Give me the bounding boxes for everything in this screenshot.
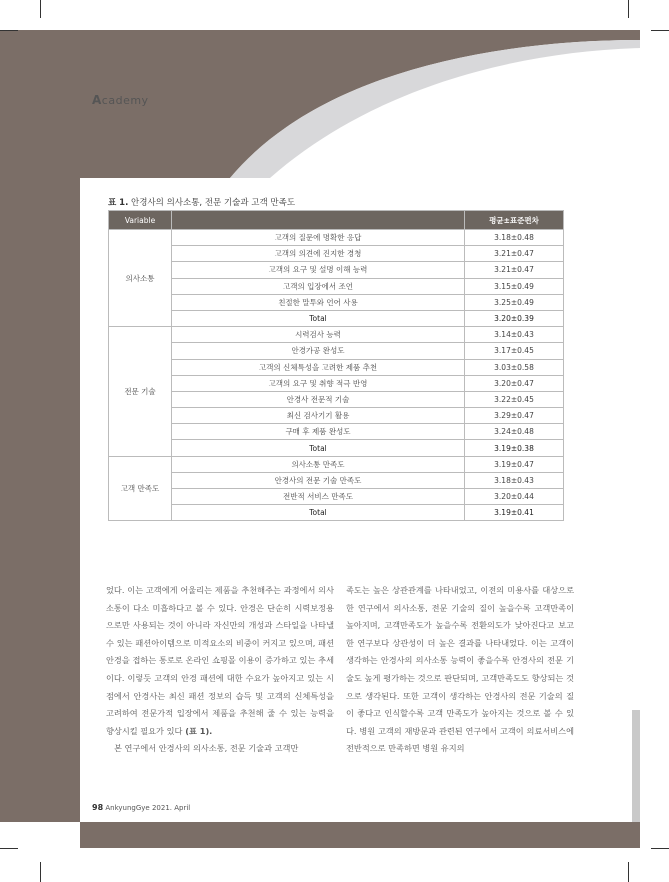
crop-mark [651,30,669,31]
item-cell: 안경사의 전문 기술 만족도 [172,472,465,488]
table-row [109,408,564,424]
table-row [109,375,564,391]
item-cell: 고객의 입장에서 조언 [172,278,465,294]
table-row [109,343,564,359]
table-row [109,278,564,294]
header-decoration [80,30,640,178]
table-row [109,262,564,278]
header-mean-sd: 평균±표준편차 [465,211,564,230]
item-cell: 안경사 전문적 기술 [172,391,465,407]
value-cell: 3.15±0.49 [465,278,564,294]
issue-label: AnkyungGye 2021. April [103,804,191,812]
body-paragraph: 족도는 높은 상관관계를 나타내었고, 이전의 미용사를 대상으로 한 연구에서 의사소통, 전문 기술의 질이 높을수록 고객만족이 높아지며, 고객만족도가 높을수록 전환의도가 낮아진다고 보고한 연구보다 상관성이 더 높은 결과를 나타내었다. 이는 고객이 생각하는 안경사의 의사소통 능력이 좋을수록 안경사의 전문 기술도 높게 평가하는 것으로 판단되며, 고객만족도도 향상되는 것으로 생각된다. 또한 고객이 생각하는 안경사의 전문 기술의 질이 좋다고 인식할수록 고객 만족도가 높아지는 것으로 볼 수 있다. 병원 고객의 재방문과 관련된 연구에서 고객이 의료서비스에 전반적으로 만족하면 병원 유지의 [346,585,574,754]
item-cell: 고객의 질문에 명확한 응답 [172,230,465,246]
table-row [109,246,564,262]
table-row [109,489,564,505]
value-cell: 3.29±0.47 [465,408,564,424]
item-cell: 안경가공 완성도 [172,343,465,359]
table-row [109,294,564,310]
page-number: 98 [92,803,104,812]
item-cell: Total [172,310,465,326]
category-cell: 전문 기술 [109,327,172,457]
value-cell: 3.18±0.43 [465,472,564,488]
header-item [172,211,465,230]
table-row [109,359,564,375]
data-table [108,210,564,521]
crop-mark [0,848,18,849]
table-row [109,456,564,472]
item-cell: 최신 검사기기 활용 [172,408,465,424]
item-cell: 고객의 요구 및 설명 이해 능력 [172,262,465,278]
value-cell: 3.14±0.43 [465,327,564,343]
side-accent-bar [632,710,640,822]
value-cell: 3.24±0.48 [465,424,564,440]
table-row [109,472,564,488]
value-cell: 3.19±0.41 [465,505,564,521]
item-cell: 의사소통 만족도 [172,456,465,472]
value-cell: 3.17±0.45 [465,343,564,359]
table-row [109,230,564,246]
value-cell: 3.18±0.48 [465,230,564,246]
crop-mark [0,30,18,31]
value-cell: 3.25±0.49 [465,294,564,310]
value-cell: 3.20±0.47 [465,375,564,391]
table-title: 안경사의 의사소통, 전문 기술과 고객 만족도 [128,198,296,208]
body-paragraph: 본 연구에서 안경사의 의사소통, 전문 기술과 고객만 [114,743,299,754]
table-row [109,327,564,343]
value-cell: 3.20±0.39 [465,310,564,326]
body-paragraph: 었다. 이는 고객에게 어울리는 제품을 추천해주는 과정에서 의사소통이 다소 미흡하다고 볼 수 있다. 안경은 단순히 시력보정용으로만 사용되는 것이 아니라 자신만의 개성과 스타일을 나타낼 수 있는 패션아이템으로 미적요소의 비중이 커지고 있으며, 패션 안경을 접하는 통로로 온라인 쇼핑몰 이용이 증가하고 있는 추세이다. 이렇듯 고객의 안경 패션에 대한 수요가 높아지고 있는 시점에서 안경사는 최신 패션 정보의 습득 및 고객의 신체특성을 고려하여 전문가적 입장에서 제품을 추천해 줄 수 있는 능력을 향상시킬 필요가 있다 (표 1). [106,585,334,736]
header-variable: Variable [109,211,172,230]
value-cell: 3.19±0.38 [465,440,564,456]
value-cell: 3.03±0.58 [465,359,564,375]
body-column-left [106,582,334,758]
item-cell: 고객의 요구 및 취향 적극 반영 [172,375,465,391]
value-cell: 3.21±0.47 [465,262,564,278]
item-cell: 전반적 서비스 만족도 [172,489,465,505]
table-header-row [109,211,564,230]
total-row [109,505,564,521]
crop-mark [40,0,41,18]
category-cell: 의사소통 [109,230,172,327]
table-row [109,391,564,407]
crop-mark [628,0,629,18]
table-row [109,424,564,440]
table-number: 표 1. [108,198,129,208]
crop-mark [651,848,669,849]
left-brown-band [0,30,80,822]
item-cell: 고객의 신체특성을 고려한 제품 추천 [172,359,465,375]
total-row [109,440,564,456]
crop-mark [628,862,629,882]
table-caption [108,196,295,208]
table-reference: (표 1). [182,725,213,736]
item-cell: 구매 후 제품 완성도 [172,424,465,440]
value-cell: 3.19±0.47 [465,456,564,472]
item-cell: 친절한 말투와 언어 사용 [172,294,465,310]
category-cell: 고객 만족도 [109,456,172,521]
value-cell: 3.22±0.45 [465,391,564,407]
magazine-section-label: Academy [92,93,149,107]
item-cell: 시력검사 능력 [172,327,465,343]
page-footer [92,803,190,812]
item-cell: 고객의 의견에 진지한 경청 [172,246,465,262]
total-row [109,310,564,326]
crop-mark [40,862,41,882]
item-cell: Total [172,440,465,456]
body-column-right [346,582,574,758]
value-cell: 3.20±0.44 [465,489,564,505]
value-cell: 3.21±0.47 [465,246,564,262]
bottom-brown-band [80,822,640,848]
item-cell: Total [172,505,465,521]
